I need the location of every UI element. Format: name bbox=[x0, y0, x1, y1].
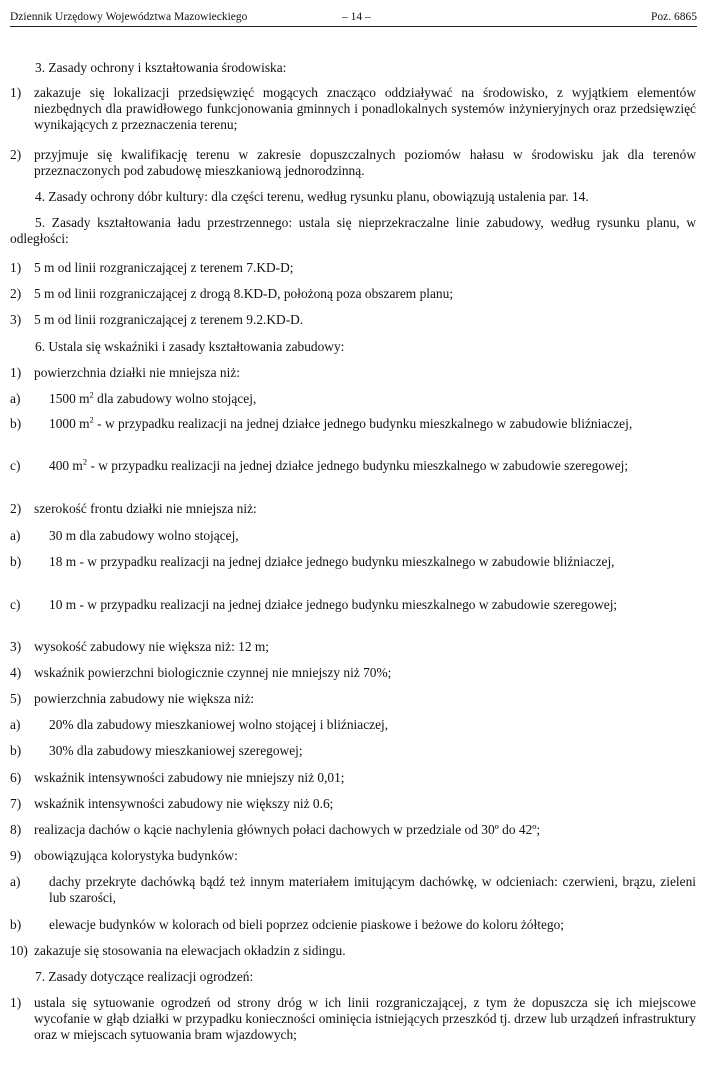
list-item bbox=[10, 796, 696, 812]
list-item bbox=[10, 770, 696, 786]
list-item bbox=[10, 943, 696, 959]
list-marker: c) bbox=[10, 597, 21, 612]
paragraph-text: 5. Zasady kształtowania ładu przestrzennego: ustala się nieprzekraczalne linie zabudowy, według rysunku planu, w odległości: bbox=[10, 215, 696, 247]
list-marker: a) bbox=[10, 528, 21, 543]
section-paragraph bbox=[10, 969, 696, 985]
area-value: 1500 m bbox=[49, 391, 90, 406]
sub-list-item bbox=[10, 917, 696, 933]
paragraph-text: wskaźnik intensywności zabudowy nie mniejszy niż 0,01; bbox=[34, 770, 345, 785]
paragraph-text: dachy przekryte dachówką bądź też innym materiałem imitującym dachówkę, w odcieniach: czerwieni, brązu, zieleni lub szarości, bbox=[49, 874, 696, 906]
paragraph-text: zakazuje się stosowania na elewacjach okładzin z sidingu. bbox=[34, 943, 346, 958]
section-paragraph bbox=[10, 189, 696, 205]
list-item bbox=[10, 822, 696, 838]
area-value: 400 m bbox=[49, 458, 83, 473]
list-item bbox=[10, 501, 696, 517]
paragraph-text: 5 m od linii rozgraniczającej z drogą 8.KD-D, położoną poza obszarem planu; bbox=[34, 286, 454, 301]
list-marker: a) bbox=[10, 874, 21, 889]
paragraph-text: - w przypadku realizacji na jednej działce jednego budynku mieszkalnego w zabudowie bliźniaczej, bbox=[93, 416, 633, 431]
paragraph-text: 20% dla zabudowy mieszkaniowej wolno stojącej i bliźniaczej, bbox=[49, 717, 389, 732]
list-marker: 7) bbox=[10, 796, 22, 811]
journal-title: Dziennik Urzędowy Województwa Mazowieckiego bbox=[10, 11, 248, 23]
paragraph-text: 6. Ustala się wskaźniki i zasady kształtowania zabudowy: bbox=[35, 339, 345, 354]
paragraph-text: 5 m od linii rozgraniczającej z terenem 9.2.KD-D. bbox=[34, 312, 304, 327]
header-rule bbox=[10, 26, 697, 27]
paragraph-text: 5 m od linii rozgraniczającej z terenem 7.KD-D; bbox=[34, 260, 294, 275]
paragraph-text: 18 m - w przypadku realizacji na jednej działce jednego budynku mieszkalnego w zabudowie bliźniaczej, bbox=[49, 554, 615, 569]
area-value: 1000 m bbox=[49, 416, 90, 431]
paragraph-text: powierzchnia działki nie mniejsza niż: bbox=[34, 365, 240, 380]
paragraph-text: 30 m dla zabudowy wolno stojącej, bbox=[49, 528, 239, 543]
sub-list-item bbox=[10, 391, 696, 407]
list-marker: 2) bbox=[10, 286, 22, 301]
position-number: Poz. 6865 bbox=[651, 11, 697, 23]
page-header bbox=[10, 9, 697, 27]
unit-superscript: 2 bbox=[89, 389, 94, 400]
list-item bbox=[10, 286, 696, 302]
list-marker: 1) bbox=[10, 995, 22, 1010]
section-paragraph bbox=[10, 339, 696, 355]
page-number: – 14 – bbox=[342, 11, 371, 23]
list-marker: 8) bbox=[10, 822, 22, 837]
sub-list-item bbox=[10, 874, 696, 906]
paragraph-text: wysokość zabudowy nie większa niż: 12 m; bbox=[34, 639, 270, 654]
sub-list-item bbox=[10, 458, 696, 474]
sub-list-item bbox=[10, 528, 696, 544]
unit-superscript: 2 bbox=[82, 456, 88, 467]
list-item bbox=[10, 665, 696, 681]
paragraph-text: wskaźnik powierzchni biologicznie czynnej nie mniejszy niż 70%; bbox=[34, 665, 392, 680]
section-paragraph bbox=[10, 215, 696, 247]
list-marker: b) bbox=[10, 743, 22, 758]
list-item bbox=[10, 639, 696, 655]
paragraph-text: 7. Zasady dotyczące realizacji ogrodzeń: bbox=[35, 969, 254, 984]
list-marker: 9) bbox=[10, 848, 22, 863]
section-paragraph bbox=[10, 60, 696, 76]
sub-list-item bbox=[10, 597, 696, 613]
paragraph-text: powierzchnia zabudowy nie większa niż: bbox=[34, 691, 255, 706]
list-item bbox=[10, 85, 696, 134]
list-item bbox=[10, 312, 696, 328]
paragraph-text: realizacja dachów o kącie nachylenia głównych połaci dachowych w przedziale od 30º do 42º; bbox=[34, 822, 541, 837]
paragraph-text: elewacje budynków w kolorach od bieli poprzez odcienie piaskowe i beżowe do koloru żółtego; bbox=[49, 917, 564, 932]
list-marker: 1) bbox=[10, 365, 22, 380]
list-marker: 5) bbox=[10, 691, 22, 706]
paragraph-text: ustala się sytuowanie ogrodzeń od strony dróg w ich linii rozgraniczającej, z tym że dopuszcza się ich miejscowe wycofanie w głąb działki w przypadku konieczności ominięcia istniejących przeszkód tj. drzew lub urządzeń infrastruktury oraz w miejscach sytuowania bram wjazdowych; bbox=[34, 995, 696, 1043]
sub-list-item bbox=[10, 743, 696, 759]
list-marker: 2) bbox=[10, 147, 22, 162]
list-marker: b) bbox=[10, 416, 22, 431]
list-item bbox=[10, 147, 696, 179]
paragraph-text: - w przypadku realizacji na jednej działce jednego budynku mieszkalnego w zabudowie szeregowej; bbox=[87, 458, 629, 473]
paragraph-text: 30% dla zabudowy mieszkaniowej szeregowej; bbox=[49, 743, 303, 758]
list-marker: 4) bbox=[10, 665, 22, 680]
paragraph-text: 4. Zasady ochrony dóbr kultury: dla części terenu, według rysunku planu, obowiązują ustalenia par. 14. bbox=[35, 189, 589, 204]
list-marker: 1) bbox=[10, 85, 22, 100]
list-marker: 1) bbox=[10, 260, 22, 275]
list-marker: b) bbox=[10, 554, 22, 569]
paragraph-text: 10 m - w przypadku realizacji na jednej działce jednego budynku mieszkalnego w zabudowie szeregowej; bbox=[49, 597, 618, 612]
paragraph-text: obowiązująca kolorystyka budynków: bbox=[34, 848, 238, 863]
list-item bbox=[10, 848, 696, 864]
paragraph-text: szerokość frontu działki nie mniejsza niż: bbox=[34, 501, 257, 516]
list-marker: 3) bbox=[10, 639, 22, 654]
list-marker: b) bbox=[10, 917, 22, 932]
list-item bbox=[10, 260, 696, 276]
list-marker: c) bbox=[10, 458, 21, 473]
paragraph-text: zakazuje się lokalizacji przedsięwzięć mogących znacząco oddziaływać na środowisko, z wyjątkiem elementów niezbędnych dla prawidłowego funkcjonowania gminnych i ponadlokalnych systemów inżynieryjnych oraz przedsięwzięć wynikających z przeznaczenia terenu; bbox=[34, 85, 696, 133]
list-item bbox=[10, 995, 696, 1044]
sub-list-item bbox=[10, 717, 696, 733]
paragraph-text: przyjmuje się kwalifikację terenu w zakresie dopuszczalnych poziomów hałasu w środowisku jak dla terenów przeznaczonych pod zabudowę mieszkaniową jednorodzinną. bbox=[34, 147, 696, 179]
list-marker: 2) bbox=[10, 501, 22, 516]
list-marker: a) bbox=[10, 391, 21, 406]
sub-list-item bbox=[10, 554, 696, 570]
list-marker: 10) bbox=[10, 943, 28, 958]
list-item bbox=[10, 691, 696, 707]
paragraph-text: wskaźnik intensywności zabudowy nie większy niż 0.6; bbox=[34, 796, 334, 811]
paragraph-text: dla zabudowy wolno stojącej, bbox=[93, 391, 257, 406]
list-item bbox=[10, 365, 696, 381]
list-marker: 3) bbox=[10, 312, 22, 327]
list-marker: 6) bbox=[10, 770, 22, 785]
paragraph-text: 3. Zasady ochrony i kształtowania środowiska: bbox=[35, 60, 287, 75]
list-marker: a) bbox=[10, 717, 21, 732]
sub-list-item bbox=[10, 416, 696, 432]
unit-superscript: 2 bbox=[89, 414, 94, 425]
